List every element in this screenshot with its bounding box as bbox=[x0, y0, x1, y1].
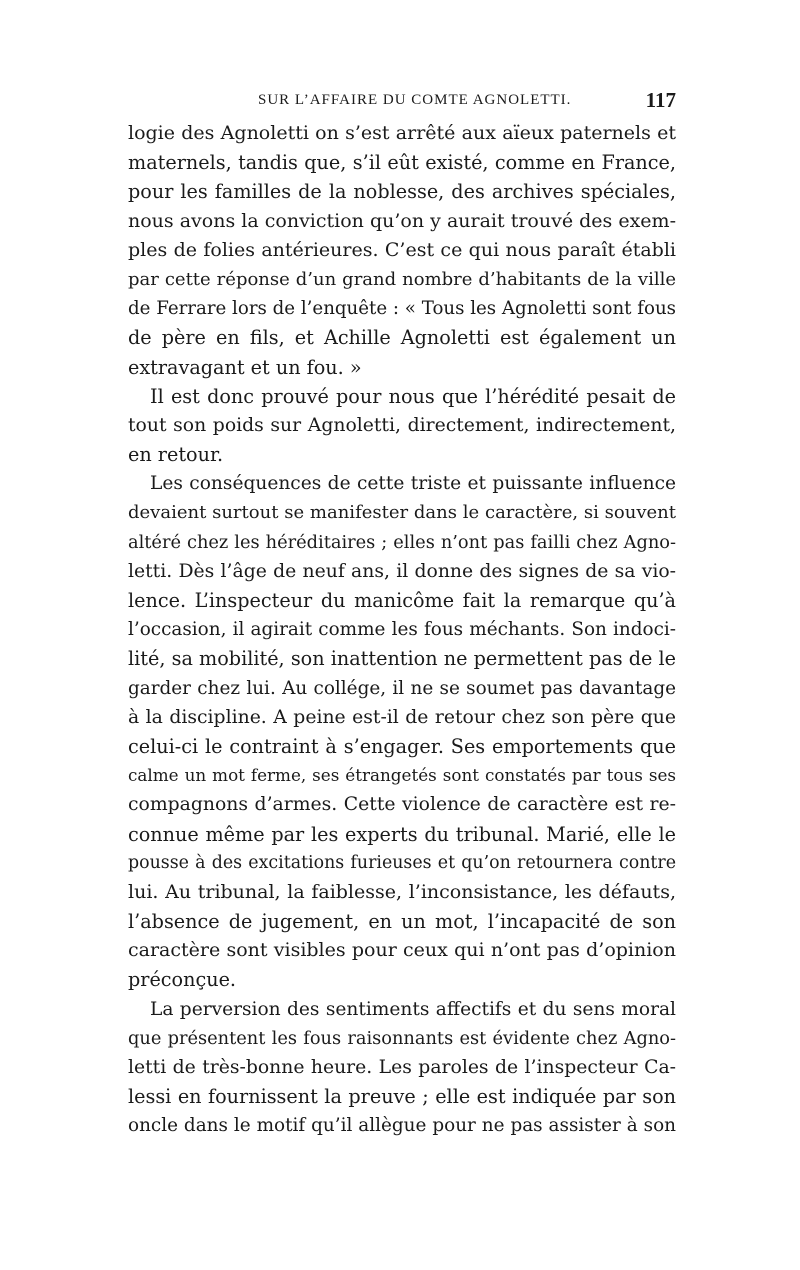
text-line: pour les familles de la noblesse, des archives spéciales, bbox=[128, 180, 676, 204]
text-line: de Ferrare lors de l’enquête : « Tous les Agnoletti sont fous bbox=[128, 298, 676, 320]
text-line: Il est donc prouvé pour nous que l’hérédité pesait de bbox=[150, 384, 676, 408]
text-line: lence. L’inspecteur du manicôme fait la remarque qu’à bbox=[128, 589, 676, 612]
text-line: lui. Au tribunal, la faiblesse, l’inconsistance, les défauts, bbox=[128, 880, 676, 903]
text-line: La perversion des sentiments affectifs et du sens moral bbox=[150, 998, 676, 1020]
text-line: extravagant et un fou. » bbox=[128, 355, 362, 379]
text-line: logie des Agnoletti on s’est arrêté aux aïeux paternels et bbox=[128, 122, 676, 144]
running-head bbox=[128, 88, 676, 118]
text-line: garder chez lui. Au collége, il ne se soumet pas davantage bbox=[128, 677, 676, 699]
text-line: nous avons la conviction qu’on y aurait trouvé des exem- bbox=[128, 209, 676, 232]
text-line: compagnons d’armes. Cette violence de caractère est re- bbox=[128, 794, 676, 816]
text-line: préconçue. bbox=[128, 968, 237, 992]
text-line: caractère sont visibles pour ceux qui n’ont pas d’opinion bbox=[128, 939, 676, 962]
text-line: pousse à des excitations furieuses et qu’on retournera contre bbox=[128, 852, 676, 873]
text-line: lessi en fournissent la preuve ; elle est indiquée par son bbox=[128, 1085, 676, 1109]
text-line: maternels, tandis que, s’il eût existé, comme en France, bbox=[128, 151, 676, 175]
text-line: calme un mot ferme, ses étrangetés sont constatés par tous ses bbox=[128, 765, 676, 786]
page-number: 117 bbox=[645, 88, 676, 112]
text-line: Les conséquences de cette triste et puissante influence bbox=[150, 473, 676, 495]
text-line: à la discipline. A peine est-il de retour chez son père que bbox=[128, 706, 676, 728]
text-line: lité, sa mobilité, son inattention ne permettent pas de le bbox=[128, 647, 676, 671]
text-line: l’occasion, il agirait comme les fous méchants. Son indoci- bbox=[128, 619, 676, 641]
text-line: celui-ci le contraint à s’engager. Ses emportements que bbox=[128, 734, 676, 758]
running-title: SUR L’AFFAIRE DU COMTE AGNOLETTI. bbox=[258, 92, 572, 108]
text-line: devaient surtout se manifester dans le caractère, si souvent bbox=[128, 502, 676, 524]
text-line: en retour. bbox=[128, 443, 224, 467]
text-line: de père en fils, et Achille Agnoletti est également un bbox=[128, 326, 676, 350]
text-line: letti. Dès l’âge de neuf ans, il donne des signes de sa vio- bbox=[128, 560, 676, 582]
text-line: tout son poids sur Agnoletti, directement, indirectement, bbox=[128, 414, 676, 436]
text-line: connue même par les experts du tribunal. Marié, elle le bbox=[128, 822, 676, 846]
text-line: que présentent les fous raisonnants est évidente chez Agno- bbox=[128, 1027, 676, 1049]
text-line: l’absence de jugement, en un mot, l’incapacité de son bbox=[128, 910, 676, 934]
text-line: ples de folies antérieures. C’est ce qui nous paraît établi bbox=[128, 238, 676, 261]
text-line: oncle dans le motif qu’il allègue pour ne pas assister à son bbox=[128, 1115, 676, 1137]
text-line: letti de très-bonne heure. Les paroles de l’inspecteur Ca- bbox=[128, 1057, 676, 1078]
text-line: par cette réponse d’un grand nombre d’habitants de la ville bbox=[128, 268, 676, 290]
text-line: altéré chez les héréditaires ; elles n’ont pas failli chez Agno- bbox=[128, 531, 676, 553]
body-text bbox=[128, 119, 676, 1141]
